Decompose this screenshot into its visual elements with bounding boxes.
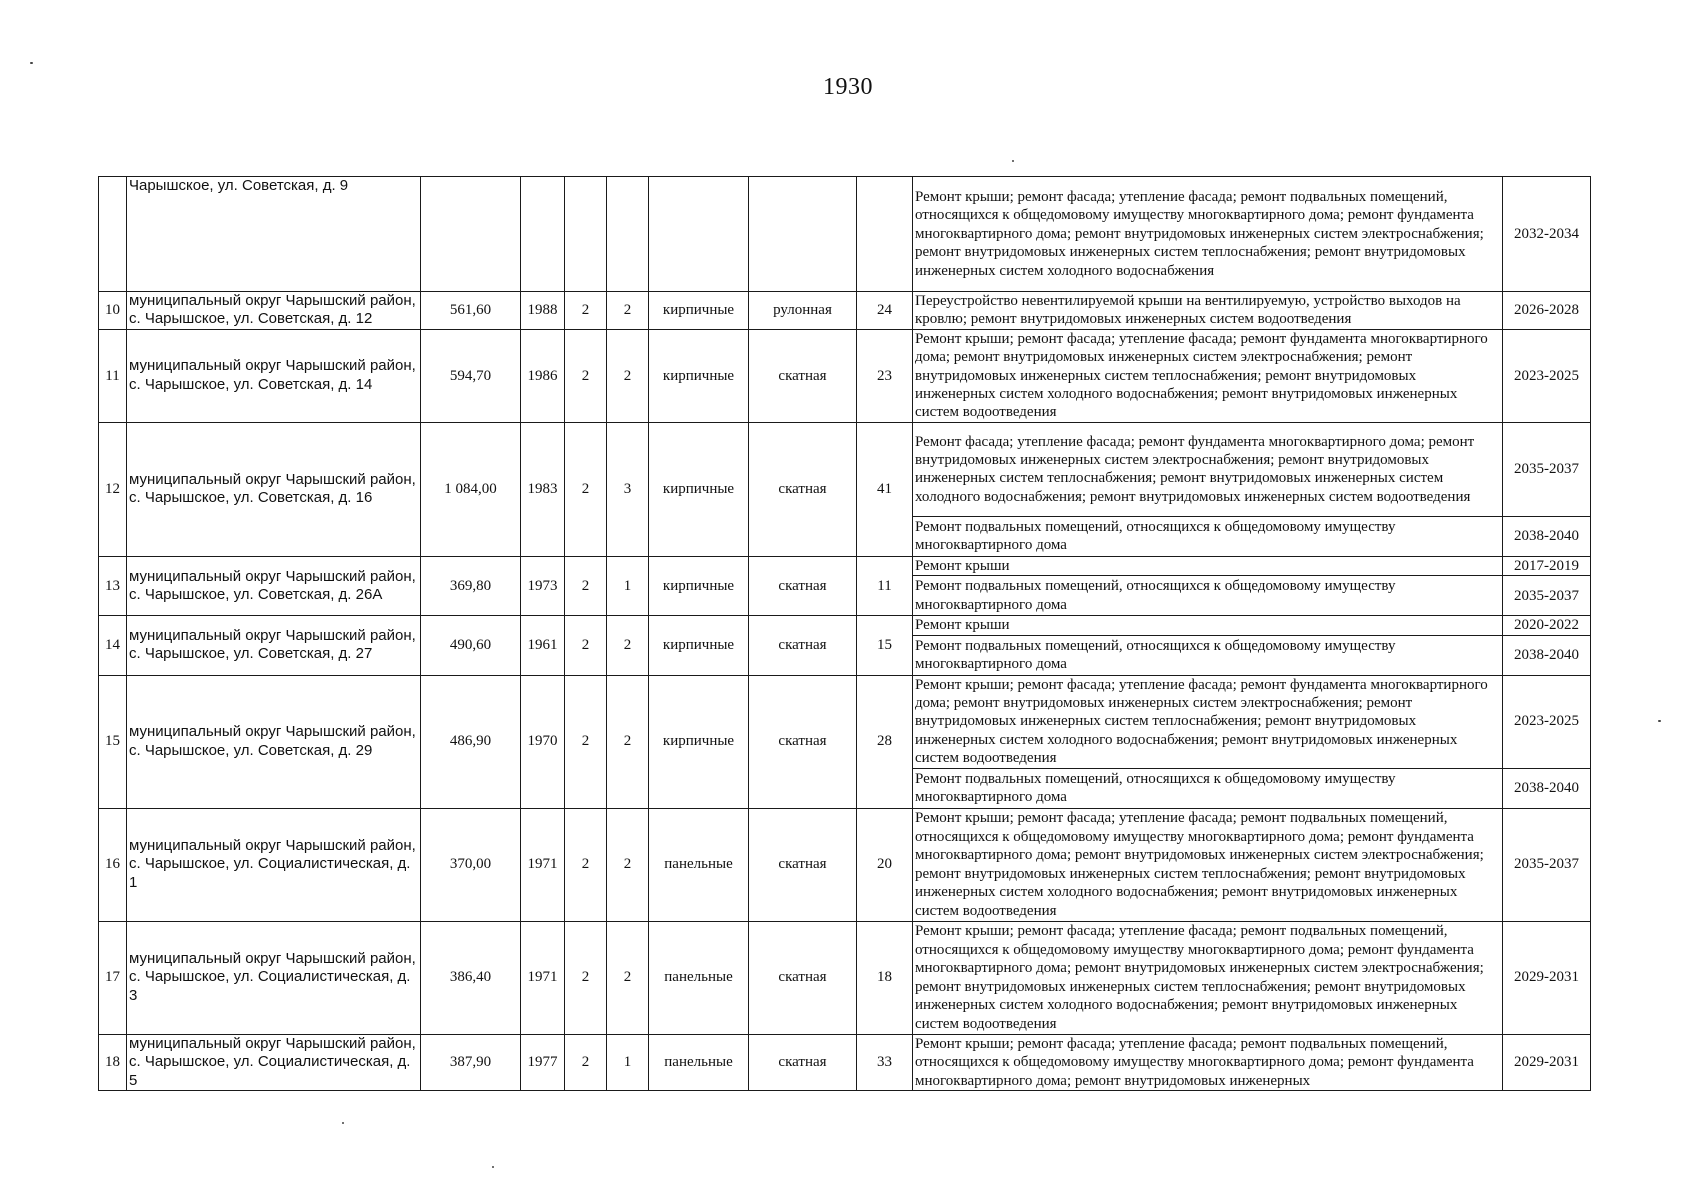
cell-works: Ремонт крыши	[913, 616, 1503, 635]
cell-works: Ремонт крыши; ремонт фасада; утепление фасада; ремонт подвальных помещений, относящихся к общедомовому имуществу многоквартирного дома; ремонт фундамента многоквартирного дома; ремонт внутридомовых инженерных	[913, 1034, 1503, 1090]
table-row	[99, 292, 1591, 330]
table-row	[99, 556, 1591, 575]
cell-walls: кирпичные	[649, 616, 749, 675]
cell-area: 1 084,00	[421, 422, 521, 556]
cell-roof: скатная	[749, 1034, 857, 1090]
cell-floors: 2	[565, 921, 607, 1034]
cell-floors: 2	[565, 329, 607, 422]
cell-entrances: 2	[607, 675, 649, 808]
cell-address: муниципальный округ Чарышский район, с. Чарышское, ул. Советская, д. 14	[127, 329, 421, 422]
cell-address: муниципальный округ Чарышский район, с. Чарышское, ул. Социалистическая, д. 3	[127, 921, 421, 1034]
cell-works: Ремонт крыши; ремонт фасада; утепление фасада; ремонт подвальных помещений, относящихся к общедомовому имуществу многоквартирного дома; ремонт фундамента многоквартирного дома; ремонт внутридомовых инженерных систем электроснабжения; ремонт внутридомовых инженерных систем теплоснабжения; ремонт внутридомовых инженерных систем холодного водоснабжения	[913, 177, 1503, 292]
cell-works: Ремонт крыши; ремонт фасада; утепление фасада; ремонт фундамента многоквартирного дома; ремонт внутридомовых инженерных систем электроснабжения; ремонт внутридомовых инженерных систем теплоснабжения; ремонт внутридомовых инженерных систем холодного водоснабжения; ремонт внутридомовых инженерных систем водоотведения	[913, 675, 1503, 768]
cell-period: 2023-2025	[1503, 675, 1591, 768]
cell-year: 1988	[521, 292, 565, 330]
cell-period: 2026-2028	[1503, 292, 1591, 330]
cell-period: 2035-2037	[1503, 576, 1591, 616]
cell-residents: 18	[857, 921, 913, 1034]
cell-works: Ремонт подвальных помещений, относящихся к общедомовому имуществу многоквартирного дома	[913, 635, 1503, 675]
cell-period: 2017-2019	[1503, 556, 1591, 575]
cell-year: 1983	[521, 422, 565, 556]
cell-floors: 2	[565, 292, 607, 330]
cell-walls: кирпичные	[649, 556, 749, 615]
cell-entrances	[607, 177, 649, 292]
cell-period: 2038-2040	[1503, 768, 1591, 808]
cell-residents: 20	[857, 808, 913, 921]
cell-address: муниципальный округ Чарышский район, с. Чарышское, ул. Советская, д. 12	[127, 292, 421, 330]
cell-period: 2038-2040	[1503, 635, 1591, 675]
cell-works: Ремонт подвальных помещений, относящихся к общедомовому имуществу многоквартирного дома	[913, 768, 1503, 808]
cell-address: Чарышское, ул. Советская, д. 9	[127, 177, 421, 292]
cell-walls: кирпичные	[649, 292, 749, 330]
cell-walls: панельные	[649, 921, 749, 1034]
cell-num: 14	[99, 616, 127, 675]
cell-area: 369,80	[421, 556, 521, 615]
housing-register-table	[98, 176, 1591, 1091]
cell-entrances: 2	[607, 329, 649, 422]
cell-works: Ремонт подвальных помещений, относящихся к общедомовому имуществу многоквартирного дома	[913, 516, 1503, 556]
cell-period: 2020-2022	[1503, 616, 1591, 635]
cell-area	[421, 177, 521, 292]
cell-num: 12	[99, 422, 127, 556]
cell-floors: 2	[565, 422, 607, 556]
cell-floors: 2	[565, 808, 607, 921]
cell-residents: 23	[857, 329, 913, 422]
cell-floors: 2	[565, 616, 607, 675]
cell-works: Ремонт подвальных помещений, относящихся к общедомовому имуществу многоквартирного дома	[913, 576, 1503, 616]
cell-works: Ремонт крыши	[913, 556, 1503, 575]
cell-roof: рулонная	[749, 292, 857, 330]
scan-speck	[1012, 160, 1014, 162]
cell-period: 2035-2037	[1503, 422, 1591, 516]
cell-roof: скатная	[749, 329, 857, 422]
cell-year: 1973	[521, 556, 565, 615]
cell-entrances: 3	[607, 422, 649, 556]
cell-period: 2032-2034	[1503, 177, 1591, 292]
table-row	[99, 177, 1591, 292]
table-row	[99, 422, 1591, 516]
cell-area: 370,00	[421, 808, 521, 921]
cell-residents: 24	[857, 292, 913, 330]
cell-entrances: 2	[607, 616, 649, 675]
cell-entrances: 1	[607, 556, 649, 615]
cell-works: Ремонт крыши; ремонт фасада; утепление фасада; ремонт подвальных помещений, относящихся к общедомовому имуществу многоквартирного дома; ремонт фундамента многоквартирного дома; ремонт внутридомовых инженерных систем электроснабжения; ремонт внутридомовых инженерных систем теплоснабжения; ремонт внутридомовых инженерных систем холодного водоснабжения; ремонт внутридомовых инженерных систем водоотведения	[913, 808, 1503, 921]
cell-walls: панельные	[649, 1034, 749, 1090]
cell-walls: кирпичные	[649, 675, 749, 808]
cell-address: муниципальный округ Чарышский район, с. Чарышское, ул. Социалистическая, д. 1	[127, 808, 421, 921]
cell-year: 1971	[521, 921, 565, 1034]
cell-roof: скатная	[749, 556, 857, 615]
table-row	[99, 1034, 1591, 1090]
cell-year: 1961	[521, 616, 565, 675]
cell-roof	[749, 177, 857, 292]
cell-num: 16	[99, 808, 127, 921]
table-row	[99, 808, 1591, 921]
cell-floors	[565, 177, 607, 292]
cell-works: Ремонт фасада; утепление фасада; ремонт фундамента многоквартирного дома; ремонт внутридомовых инженерных систем электроснабжения; ремонт внутридомовых инженерных систем теплоснабжения; ремонт внутридомовых инженерных систем холодного водоснабжения; ремонт внутридомовых инженерных систем водоотведения	[913, 422, 1503, 516]
cell-floors: 2	[565, 1034, 607, 1090]
cell-num: 11	[99, 329, 127, 422]
cell-num: 15	[99, 675, 127, 808]
cell-works: Переустройство невентилируемой крыши на вентилируемую, устройство выходов на кровлю; ремонт внутридомовых инженерных систем водоотведения	[913, 292, 1503, 330]
page-number: 1930	[823, 74, 873, 100]
cell-period: 2029-2031	[1503, 1034, 1591, 1090]
cell-num	[99, 177, 127, 292]
cell-works: Ремонт крыши; ремонт фасада; утепление фасада; ремонт подвальных помещений, относящихся к общедомовому имуществу многоквартирного дома; ремонт фундамента многоквартирного дома; ремонт внутридомовых инженерных систем электроснабжения; ремонт внутридомовых инженерных систем теплоснабжения; ремонт внутридомовых инженерных систем холодного водоснабжения; ремонт внутридомовых инженерных систем водоотведения	[913, 921, 1503, 1034]
cell-walls: панельные	[649, 808, 749, 921]
scan-speck	[492, 1166, 494, 1168]
scan-speck	[30, 62, 33, 64]
cell-address: муниципальный округ Чарышский район, с. Чарышское, ул. Советская, д. 26А	[127, 556, 421, 615]
cell-area: 490,60	[421, 616, 521, 675]
cell-works: Ремонт крыши; ремонт фасада; утепление фасада; ремонт фундамента многоквартирного дома; ремонт внутридомовых инженерных систем электроснабжения; ремонт внутридомовых инженерных систем теплоснабжения; ремонт внутридомовых инженерных систем холодного водоснабжения; ремонт внутридомовых инженерных систем водоотведения	[913, 329, 1503, 422]
cell-roof: скатная	[749, 808, 857, 921]
cell-year	[521, 177, 565, 292]
cell-year: 1977	[521, 1034, 565, 1090]
cell-floors: 2	[565, 675, 607, 808]
table-row	[99, 921, 1591, 1034]
cell-walls: кирпичные	[649, 329, 749, 422]
cell-period: 2029-2031	[1503, 921, 1591, 1034]
cell-num: 17	[99, 921, 127, 1034]
cell-address: муниципальный округ Чарышский район, с. Чарышское, ул. Социалистическая, д. 5	[127, 1034, 421, 1090]
scan-speck	[1658, 720, 1661, 722]
table-body	[99, 177, 1591, 1091]
scan-speck	[342, 1122, 344, 1124]
cell-floors: 2	[565, 556, 607, 615]
cell-year: 1971	[521, 808, 565, 921]
cell-num: 13	[99, 556, 127, 615]
cell-walls: кирпичные	[649, 422, 749, 556]
cell-address: муниципальный округ Чарышский район, с. Чарышское, ул. Советская, д. 29	[127, 675, 421, 808]
cell-residents: 15	[857, 616, 913, 675]
cell-residents: 11	[857, 556, 913, 615]
cell-roof: скатная	[749, 422, 857, 556]
cell-num: 18	[99, 1034, 127, 1090]
cell-entrances: 2	[607, 808, 649, 921]
cell-address: муниципальный округ Чарышский район, с. Чарышское, ул. Советская, д. 16	[127, 422, 421, 556]
cell-residents: 33	[857, 1034, 913, 1090]
cell-period: 2023-2025	[1503, 329, 1591, 422]
table-row	[99, 329, 1591, 422]
cell-area: 486,90	[421, 675, 521, 808]
cell-residents: 28	[857, 675, 913, 808]
cell-address: муниципальный округ Чарышский район, с. Чарышское, ул. Советская, д. 27	[127, 616, 421, 675]
cell-residents: 41	[857, 422, 913, 556]
cell-area: 387,90	[421, 1034, 521, 1090]
cell-year: 1970	[521, 675, 565, 808]
cell-residents	[857, 177, 913, 292]
cell-entrances: 1	[607, 1034, 649, 1090]
cell-entrances: 2	[607, 921, 649, 1034]
cell-entrances: 2	[607, 292, 649, 330]
cell-year: 1986	[521, 329, 565, 422]
cell-area: 561,60	[421, 292, 521, 330]
cell-period: 2038-2040	[1503, 516, 1591, 556]
cell-area: 386,40	[421, 921, 521, 1034]
cell-area: 594,70	[421, 329, 521, 422]
cell-period: 2035-2037	[1503, 808, 1591, 921]
cell-walls	[649, 177, 749, 292]
cell-roof: скатная	[749, 616, 857, 675]
cell-roof: скатная	[749, 921, 857, 1034]
cell-num: 10	[99, 292, 127, 330]
table-row	[99, 675, 1591, 768]
cell-roof: скатная	[749, 675, 857, 808]
table-row	[99, 616, 1591, 635]
